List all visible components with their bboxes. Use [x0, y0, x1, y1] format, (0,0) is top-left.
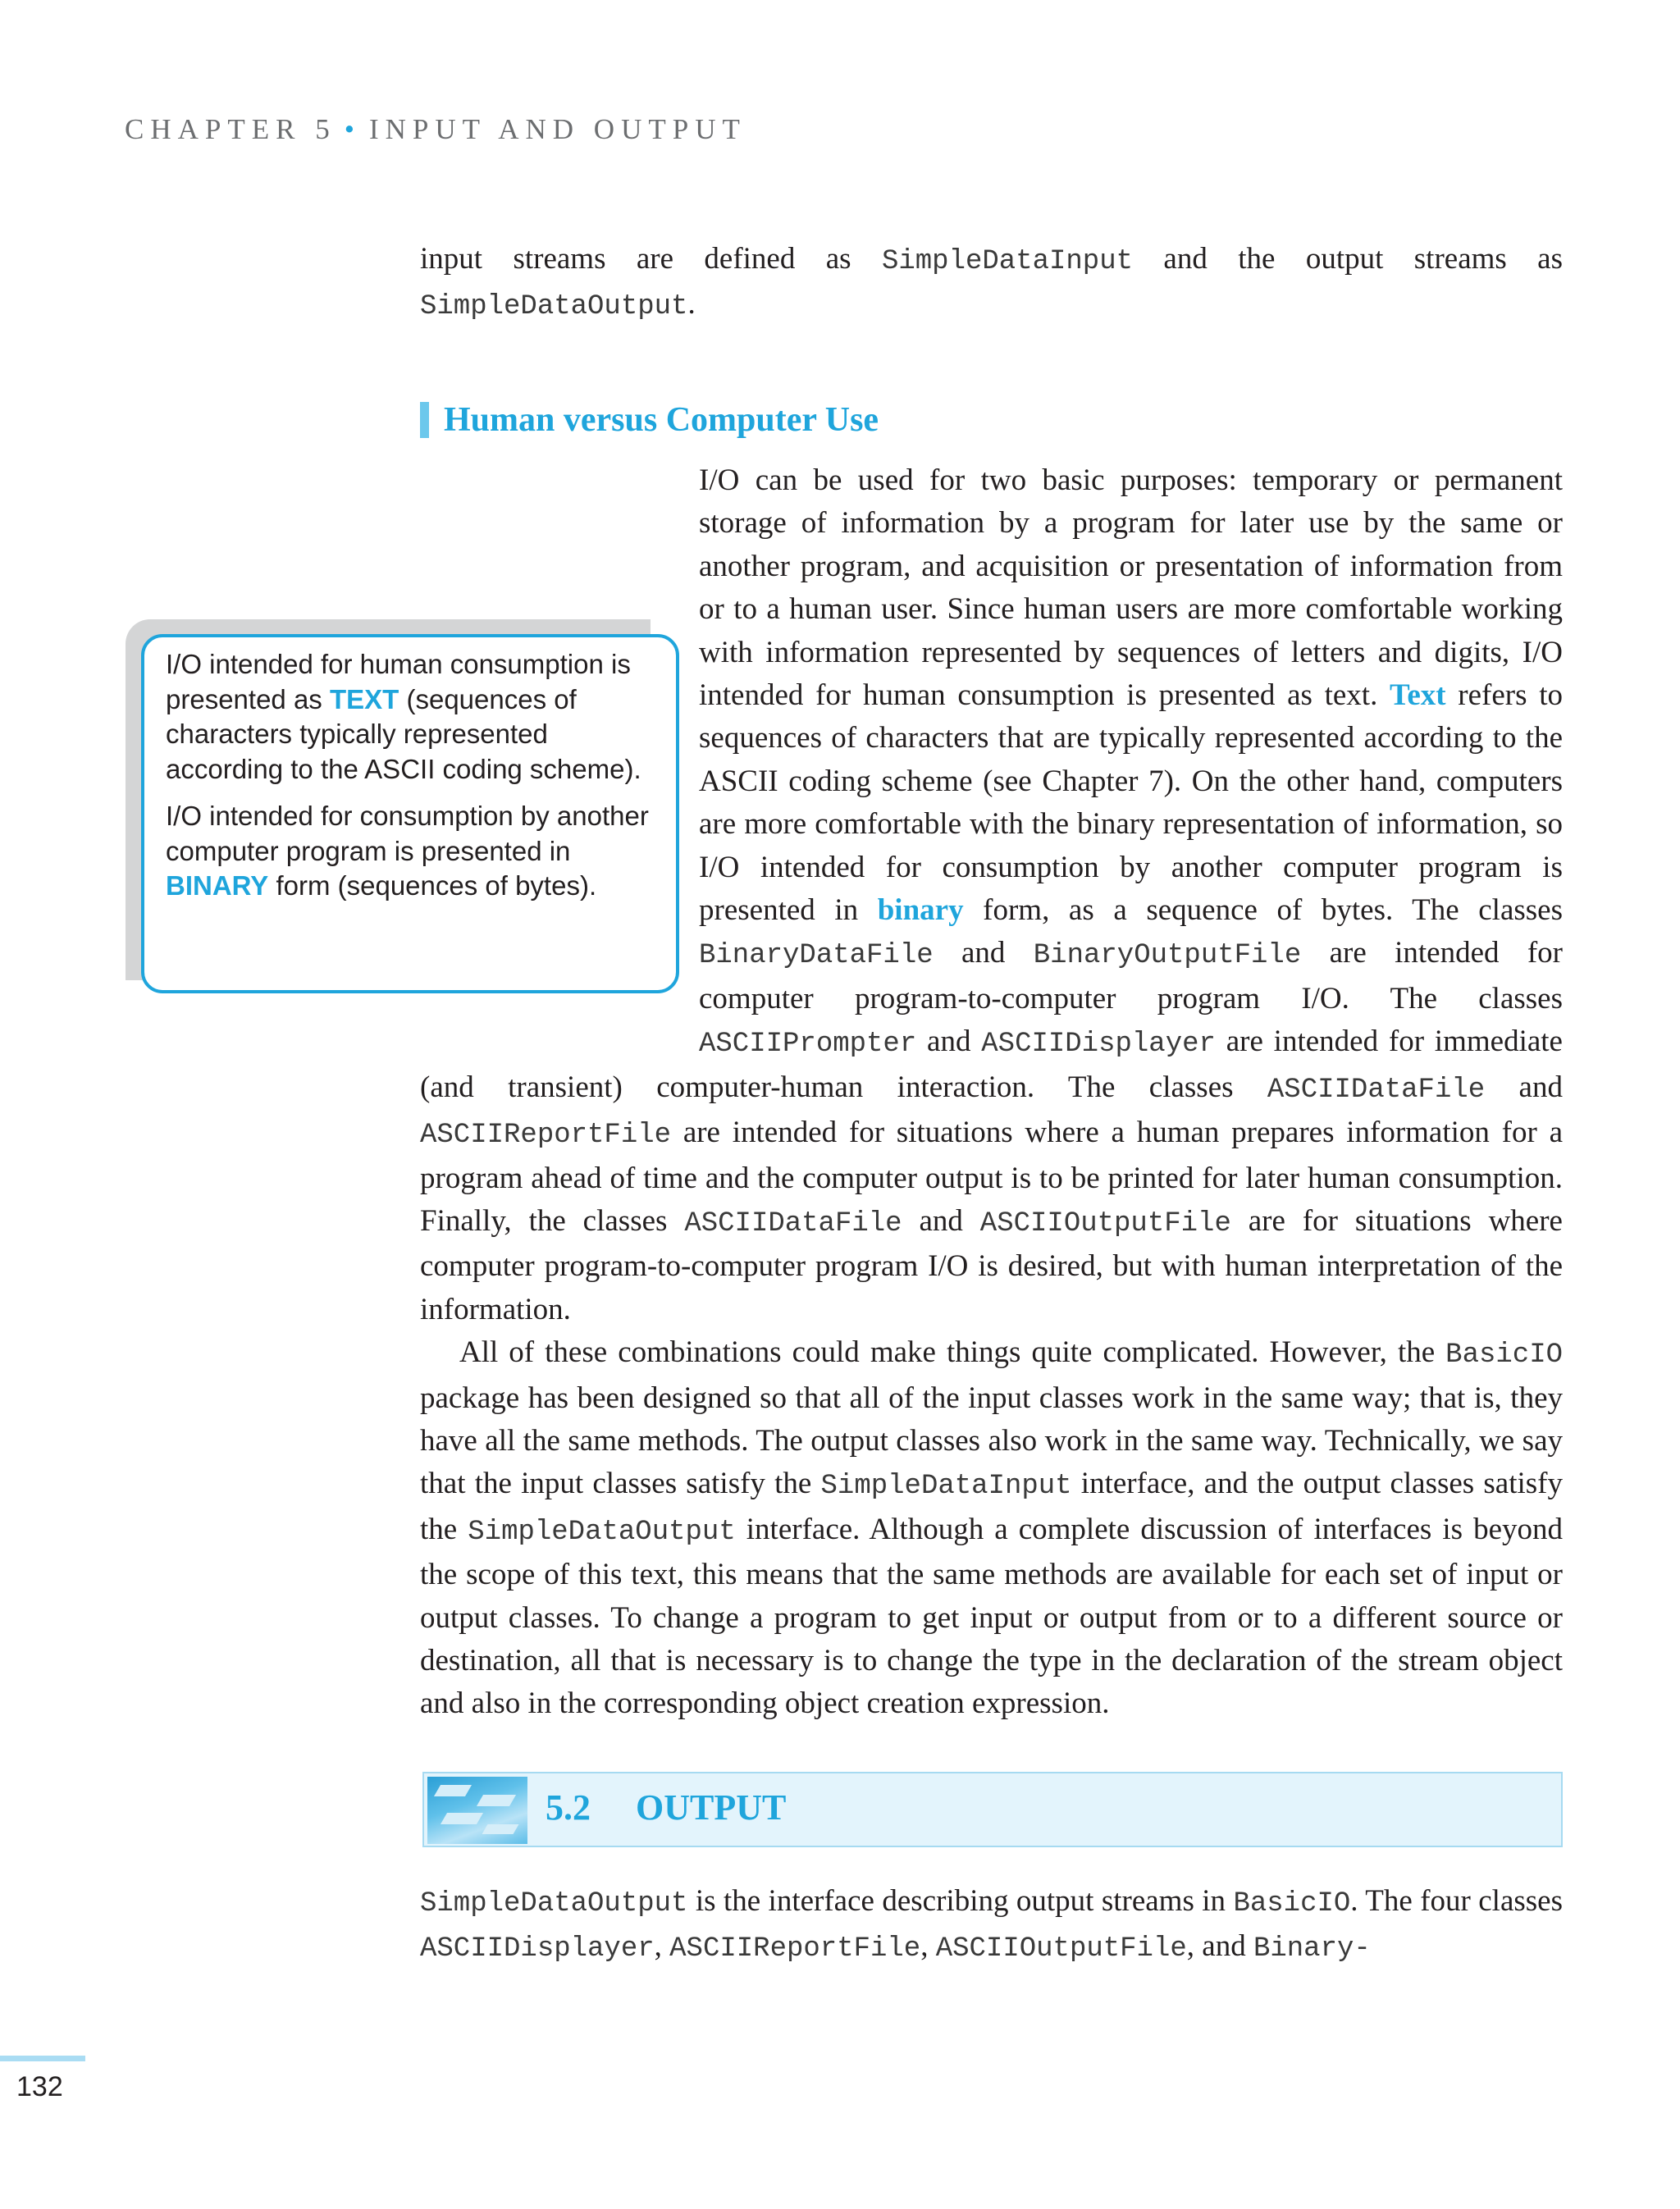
code-class: BinaryOutputFile: [1033, 940, 1302, 972]
margin-note-text-1: [166, 647, 660, 787]
margin-note-text-2: [166, 799, 660, 904]
heading-bar: [420, 402, 429, 438]
note-keyword-binary: BINARY: [166, 870, 269, 901]
keyword-text: Text: [1390, 678, 1446, 713]
code-class: BasicIO: [1233, 1888, 1351, 1919]
body-text: I/O can be used for two basic purposes: temporary or permanent storage of information by a program for later use by the same or another program, and acquisition or presentation of information from or to a human user. Since human users are more comfortable working with information represented by sequences of letters and digits, I/O intended for human consumption is presented as text.: [699, 463, 1563, 713]
running-head-separator: •: [344, 113, 361, 145]
intro-text: .: [687, 287, 696, 322]
keyword-binary: binary: [877, 893, 964, 928]
section-number: 5.2: [546, 1787, 591, 1828]
code-simpledataoutput: SimpleDataOutput: [420, 291, 688, 323]
keyboard-keys-graphic: [427, 1777, 527, 1844]
body-text: refers to sequences of characters that are typically represented according to the ASCII coding scheme (see Chapter 7). On the other hand, computers are more comfortable with the binary representation of information, so I/O intended for consumption by another computer program is presented in: [699, 678, 1563, 928]
body-text: are for situations where computer program-to-computer program I/O is desired, but with human interpretation of the information.: [420, 1203, 1563, 1326]
page-number-bar: [0, 2056, 85, 2061]
note-keyword-text: TEXT: [329, 683, 399, 714]
body-text: ,: [920, 1929, 936, 1964]
body-text: and: [933, 936, 1034, 970]
section-heading-human-vs-computer: [420, 400, 879, 440]
code-class: SimpleDataOutput: [468, 1516, 736, 1548]
body-text: are intended for immediate (and transient) computer-human interaction. The classes: [420, 1025, 1563, 1104]
body-text: interface. Although a complete discussion of interfaces is beyond the scope of this text, this means that the same methods are available for each set of input or output classes. To change a program to get input or output from or to a different source or destination, all that is necessary is to change the type in the declaration of the stream object and also in the corresponding object creation expression.: [420, 1512, 1563, 1721]
note-text: (sequences of characters typically represented according to the ASCII coding scheme).: [166, 683, 641, 784]
code-class: ASCIIDisplayer: [420, 1933, 655, 1965]
body-text: and: [916, 1025, 982, 1059]
page-number: 132: [16, 2071, 63, 2102]
code-class: ASCIIDataFile: [1267, 1074, 1486, 1106]
output-paragraph: [420, 1880, 1563, 1971]
code-class: Binary-: [1253, 1933, 1371, 1965]
margin-note: [141, 634, 679, 993]
running-head-title: INPUT AND OUTPUT: [368, 113, 746, 145]
code-class: ASCIIPrompter: [699, 1029, 917, 1061]
code-class: BinaryDataFile: [699, 940, 934, 972]
body-text: and: [902, 1203, 980, 1238]
heading-text: Human versus Computer Use: [444, 401, 879, 439]
code-class: SimpleDataInput: [820, 1471, 1072, 1503]
note-text: I/O intended for human consumption is presented as: [166, 649, 631, 714]
body-text: All of these combinations could make things quite complicated. However, the: [459, 1335, 1446, 1370]
intro-text: input streams are defined as: [420, 242, 882, 276]
code-class: ASCIIDataFile: [684, 1207, 902, 1239]
body-text: are intended for computer program-to-computer program I/O. The classes: [699, 936, 1563, 1016]
section-title: OUTPUT: [636, 1787, 787, 1828]
code-class: ASCIIReportFile: [669, 1933, 921, 1965]
note-text: I/O intended for consumption by another computer program is presented in: [166, 801, 649, 866]
code-simpledatainput: SimpleDataInput: [881, 246, 1134, 277]
body-text: is the interface describing output streams in: [687, 1884, 1234, 1918]
code-class: ASCIIOutputFile: [935, 1933, 1187, 1965]
running-head-chapter: CHAPTER 5: [125, 113, 336, 145]
note-text: form (sequences of bytes).: [268, 870, 597, 901]
body-text: ,: [654, 1929, 670, 1964]
body-text: package has been designed so that all of the input classes work in the same way; that is, they have all the same methods. The output classes also work in the same way. Technically, we say that the input classes satisfy the: [420, 1381, 1563, 1501]
section-banner-output: [422, 1772, 1563, 1847]
running-head: [125, 113, 746, 146]
code-class: ASCIIReportFile: [420, 1120, 672, 1152]
body-text: are intended for situations where a human prepares information for a program ahead of time and the computer output is to be printed for later human consumption. Finally, the classes: [420, 1116, 1563, 1238]
body-text: . The four classes: [1350, 1884, 1563, 1918]
code-class: BasicIO: [1445, 1340, 1563, 1371]
body-text: , and: [1186, 1929, 1253, 1964]
intro-text: and the output streams as: [1133, 242, 1563, 276]
code-class: ASCIIOutputFile: [979, 1207, 1231, 1239]
body-text: interface, and the output classes satisfy the: [420, 1467, 1563, 1546]
code-class: ASCIIDisplayer: [981, 1029, 1216, 1061]
code-class: SimpleDataOutput: [420, 1888, 688, 1919]
body-text: form, as a sequence of bytes. The classes: [963, 893, 1564, 928]
body-text: and: [1485, 1070, 1563, 1104]
intro-paragraph: [420, 238, 1563, 329]
